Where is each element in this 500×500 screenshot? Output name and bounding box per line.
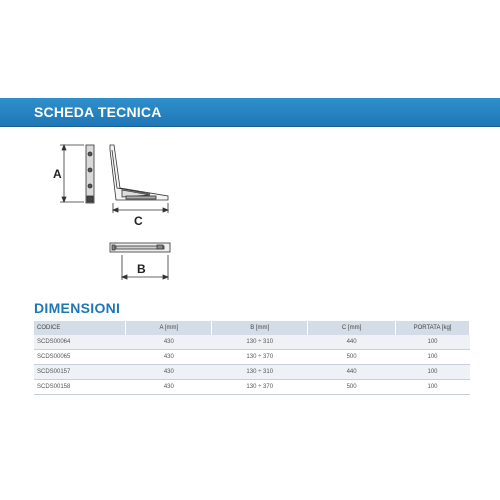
dimension-a: [60, 145, 84, 202]
cell-codice: SCDS00064: [34, 335, 126, 350]
cell-b: 130 ÷ 310: [212, 365, 308, 380]
table-row: [34, 380, 470, 395]
cell-a: 430: [126, 380, 212, 395]
bracket-side-view: [86, 145, 168, 203]
cell-b: 130 ÷ 370: [212, 350, 308, 365]
cell-a: 430: [126, 365, 212, 380]
table-header-row: [34, 321, 470, 335]
label-a: A: [53, 167, 62, 181]
cell-portata: 100: [396, 365, 470, 380]
cell-portata: 100: [396, 380, 470, 395]
bracket-top-view: [110, 243, 170, 252]
banner-title: SCHEDA TECNICA: [34, 104, 162, 120]
cell-a: 430: [126, 335, 212, 350]
dimensions-table: [34, 321, 470, 395]
cell-portata: 100: [396, 350, 470, 365]
cell-c: 440: [308, 335, 396, 350]
cell-portata: 100: [396, 335, 470, 350]
column-header-b: B [mm]: [212, 321, 308, 335]
column-header-c: C [mm]: [308, 321, 396, 335]
cell-a: 430: [126, 350, 212, 365]
label-c: C: [134, 214, 143, 228]
column-header-portata: PORTATA [kg]: [396, 321, 470, 335]
cell-c: 500: [308, 380, 396, 395]
column-header-codice: CODICE: [34, 321, 126, 335]
table-row: [34, 350, 470, 365]
cell-b: 130 ÷ 370: [212, 380, 308, 395]
cell-codice: SCDS00065: [34, 350, 126, 365]
column-header-a: A [mm]: [126, 321, 212, 335]
section-title-dimensioni: DIMENSIONI: [34, 300, 121, 316]
label-b: B: [137, 262, 146, 276]
cell-codice: SCDS00158: [34, 380, 126, 395]
table-row: [34, 335, 470, 350]
cell-b: 130 ÷ 310: [212, 335, 308, 350]
dimension-c: [113, 203, 168, 213]
cell-c: 500: [308, 350, 396, 365]
cell-codice: SCDS00157: [34, 365, 126, 380]
cell-c: 440: [308, 365, 396, 380]
table-row: [34, 365, 470, 380]
